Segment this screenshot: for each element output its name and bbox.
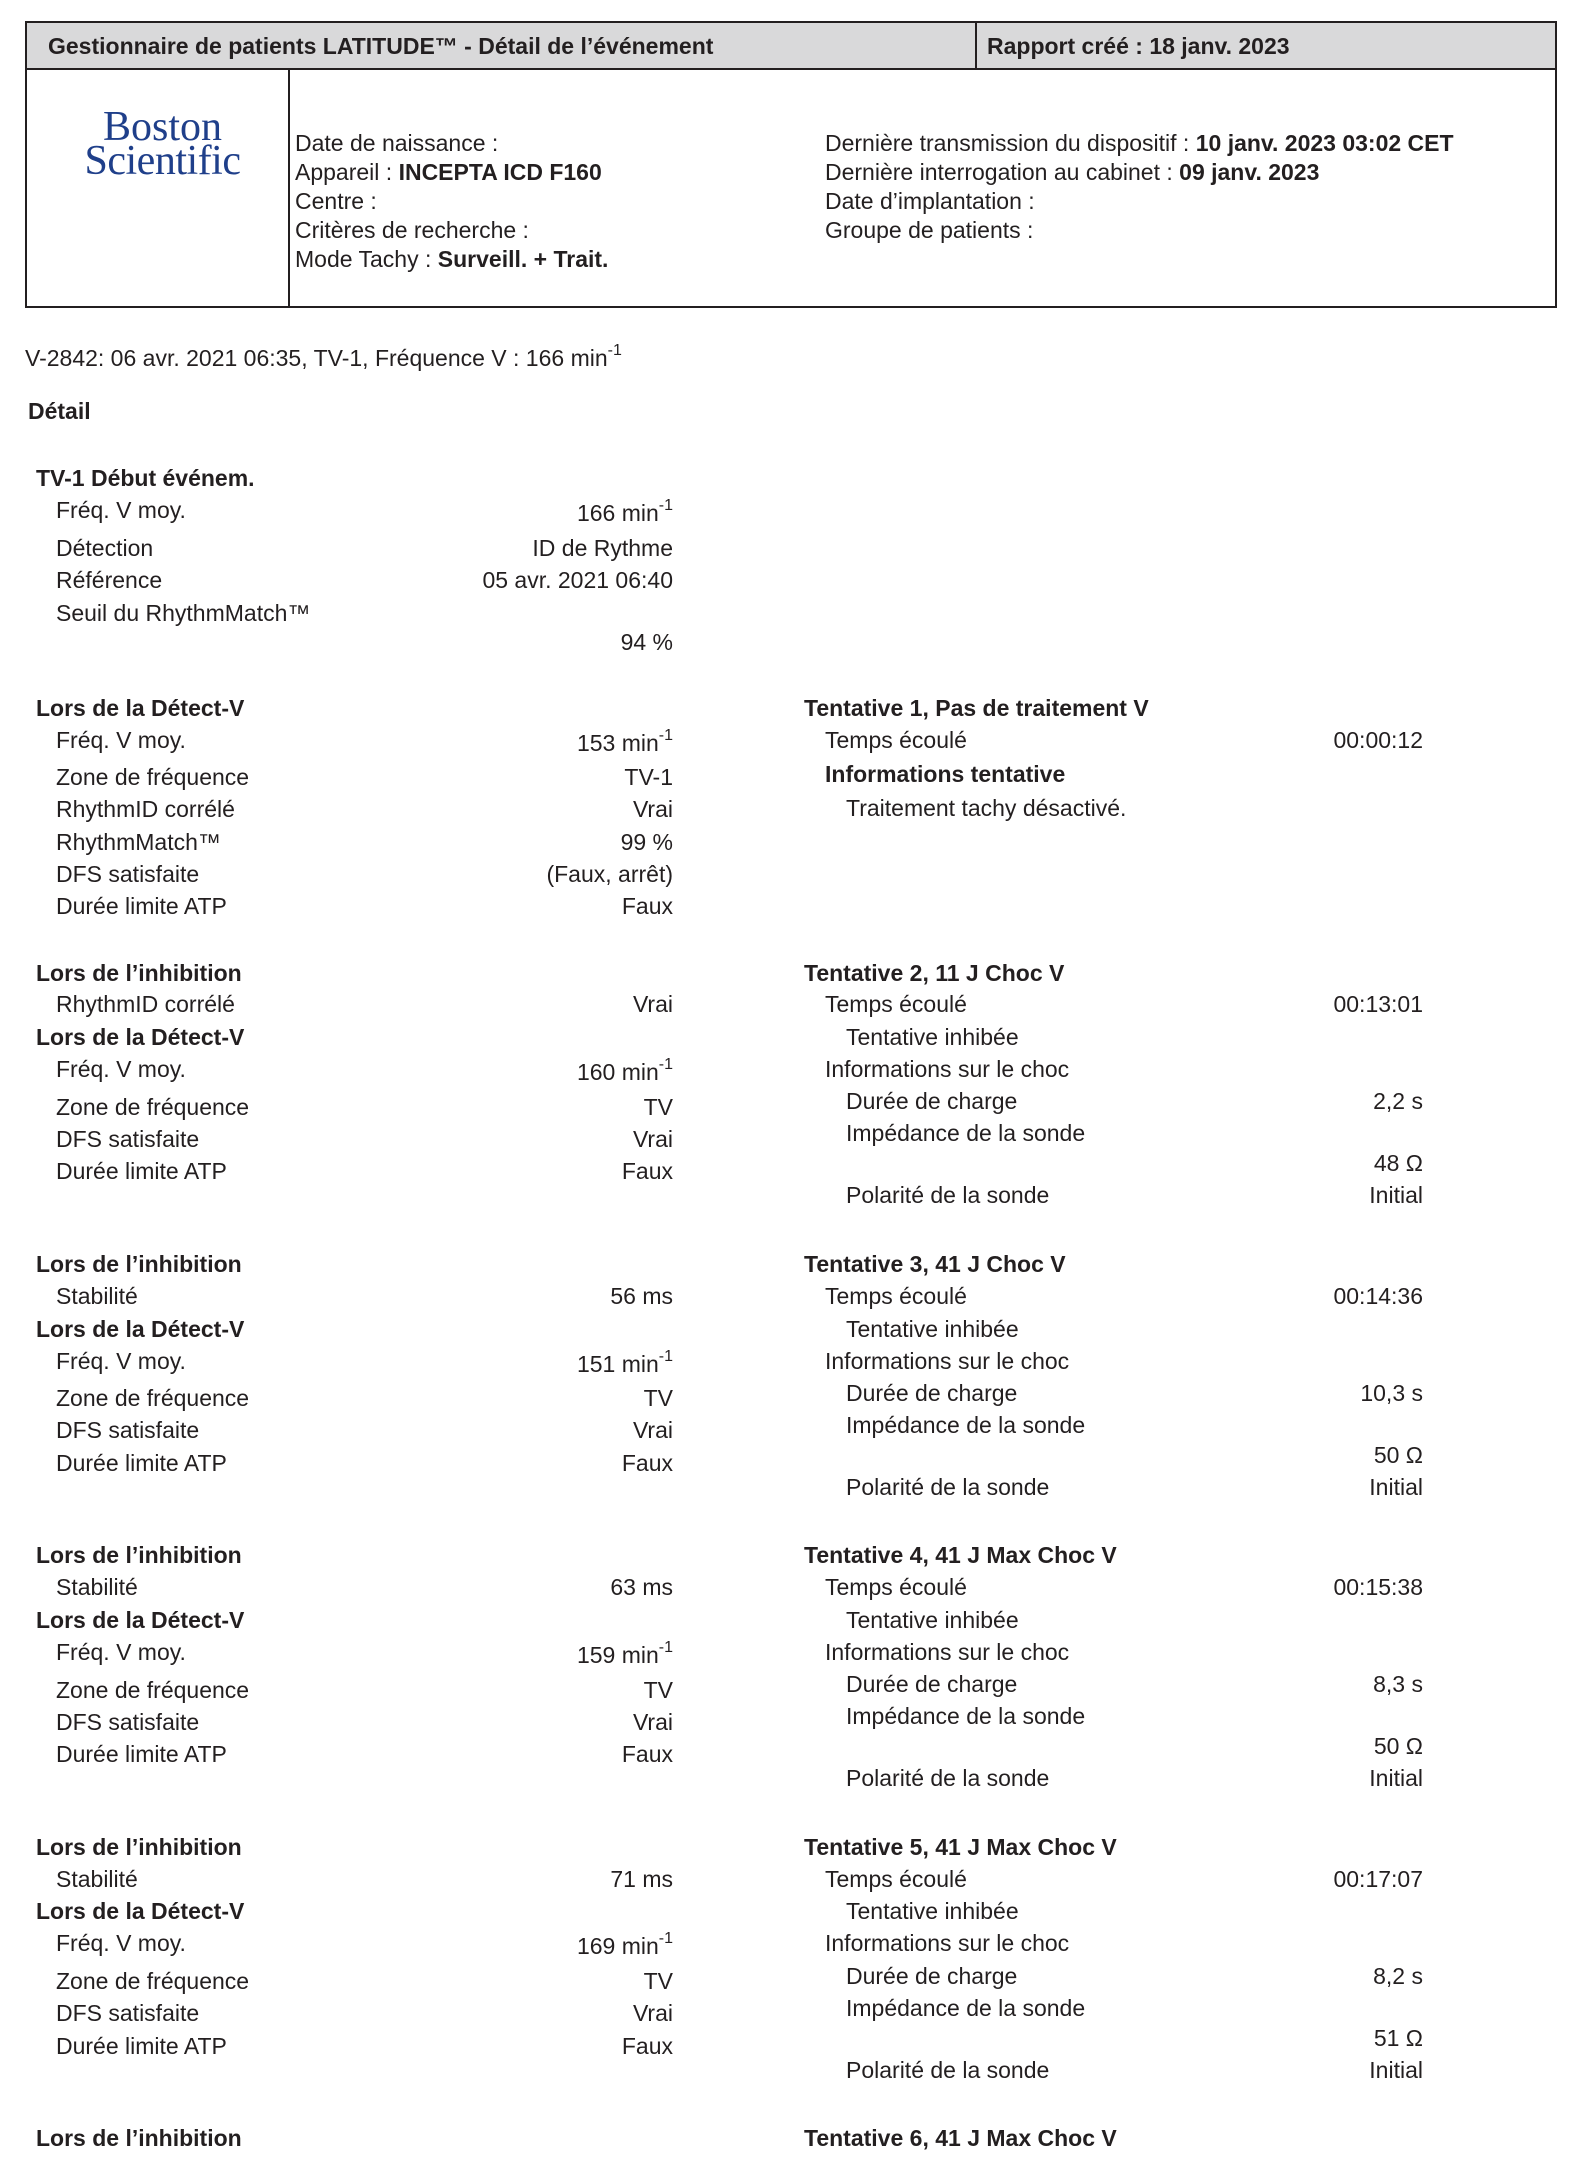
block5-zone-value: TV <box>643 1968 673 1994</box>
block3-zone-label: Zone de fréquence <box>56 1385 250 1411</box>
detect1-rid-value: Vrai <box>632 796 673 822</box>
tachy-mode-label: Mode Tachy : <box>295 246 432 272</box>
block3-freq-sup: -1 <box>658 1348 673 1366</box>
attempt4-imp-label: Impédance de la sonde <box>846 1703 1086 1729</box>
block4-zone-value: TV <box>643 1677 673 1703</box>
detect1-dfs-label: DFS satisfaite <box>56 861 200 887</box>
block2-rid-label: RhythmID corrélé <box>56 991 235 1017</box>
block2-zone-value: TV <box>643 1094 673 1120</box>
block2-atp-value: Faux <box>621 1158 673 1184</box>
block4-atp-value: Faux <box>621 1741 673 1767</box>
block4-dfs-value: Vrai <box>632 1709 673 1735</box>
attempt5-pol-label: Polarité de la sonde <box>846 2057 1050 2083</box>
attempt4-charge-value: 8,3 s <box>1373 1671 1423 1697</box>
attempt2-imp-label: Impédance de la sonde <box>846 1120 1086 1146</box>
attempt4-inhibited: Tentative inhibée <box>846 1607 1019 1633</box>
attempt5-charge-value: 8,2 s <box>1373 1963 1423 1989</box>
detect1-freq-value <box>576 727 673 757</box>
block4-zone-label: Zone de fréquence <box>56 1677 250 1703</box>
attempt3-shock-info: Informations sur le choc <box>825 1348 1070 1374</box>
detect1-rm-label: RhythmMatch™ <box>56 829 221 855</box>
detail-heading: Détail <box>28 398 91 424</box>
attempt4-pol-value: Initial <box>1369 1765 1423 1791</box>
block3-stab-value: 56 ms <box>610 1283 673 1309</box>
block4-freq-num: 159 min <box>576 1642 659 1668</box>
attempt1-info-heading: Informations tentative <box>825 761 1066 787</box>
block2-rid-value: Vrai <box>632 991 673 1017</box>
block2-atp-label: Durée limite ATP <box>56 1158 227 1184</box>
detect1-atp-value: Faux <box>621 893 673 919</box>
block2-freq-value <box>576 1056 673 1086</box>
attempt3-imp-value: 50 Ω <box>1373 1442 1423 1468</box>
attempt5-shock-info: Informations sur le choc <box>825 1930 1070 1956</box>
attempt3-imp-label: Impédance de la sonde <box>846 1412 1086 1438</box>
block5-dfs-label: DFS satisfaite <box>56 2000 200 2026</box>
block2-dfs-label: DFS satisfaite <box>56 1126 200 1152</box>
block2-freq-sup: -1 <box>658 1056 673 1074</box>
criteria-label: Critères de recherche : <box>295 217 529 243</box>
report-created-date: Rapport créé : 18 janv. 2023 <box>987 33 1290 59</box>
block5-freq-value <box>576 1930 673 1960</box>
last-interrogation-value: 09 janv. 2023 <box>1179 159 1320 185</box>
attempt3-elapsed-label: Temps écoulé <box>825 1283 967 1309</box>
block3-freq-value <box>576 1348 673 1378</box>
attempt2-charge-label: Durée de charge <box>846 1088 1018 1114</box>
attempt5-imp-value: 51 Ω <box>1373 2025 1423 2051</box>
header-title: Gestionnaire de patients LATITUDE™ - Détail de l’événement <box>48 33 714 59</box>
attempt3-pol-value: Initial <box>1369 1474 1423 1500</box>
onset-ref-value: 05 avr. 2021 06:40 <box>482 567 673 593</box>
block2-zone-label: Zone de fréquence <box>56 1094 250 1120</box>
detect1-rm-value: 99 % <box>620 829 673 855</box>
attempt5-imp-label: Impédance de la sonde <box>846 1995 1086 2021</box>
block2-inhibition-heading: Lors de l’inhibition <box>36 960 242 986</box>
onset-freq-sup: -1 <box>658 497 673 515</box>
detect1-dfs-value: (Faux, arrêt) <box>546 861 673 887</box>
attempt2-charge-value: 2,2 s <box>1373 1088 1423 1114</box>
block4-freq-sup: -1 <box>658 1639 673 1657</box>
attempt5-elapsed-value: 00:17:07 <box>1333 1866 1423 1892</box>
attempt3-elapsed-value: 00:14:36 <box>1333 1283 1423 1309</box>
onset-detection-label: Détection <box>56 535 154 561</box>
attempt2-pol-label: Polarité de la sonde <box>846 1182 1050 1208</box>
attempt4-charge-label: Durée de charge <box>846 1671 1018 1697</box>
attempt1-heading: Tentative 1, Pas de traitement V <box>804 695 1149 721</box>
block5-inhibition-heading: Lors de l’inhibition <box>36 1834 242 1860</box>
block3-freq-num: 151 min <box>576 1351 659 1377</box>
block5-detect-heading: Lors de la Détect-V <box>36 1898 245 1924</box>
attempt5-heading: Tentative 5, 41 J Max Choc V <box>804 1834 1117 1860</box>
attempt5-pol-value: Initial <box>1369 2057 1423 2083</box>
onset-threshold-label: Seuil du RhythmMatch™ <box>56 600 311 626</box>
block3-inhibition-heading: Lors de l’inhibition <box>36 1251 242 1277</box>
attempt3-charge-value: 10,3 s <box>1360 1380 1423 1406</box>
detect1-freq-label: Fréq. V moy. <box>56 727 186 753</box>
block4-inhibition-heading: Lors de l’inhibition <box>36 1542 242 1568</box>
onset-ref-label: Référence <box>56 567 163 593</box>
onset-freq-num: 166 min <box>576 500 659 526</box>
onset-threshold-value: 94 % <box>620 629 673 655</box>
logo-word-1: Boston <box>102 104 223 150</box>
attempt2-heading: Tentative 2, 11 J Choc V <box>804 960 1065 986</box>
attempt4-imp-value: 50 Ω <box>1373 1733 1423 1759</box>
attempt4-pol-label: Polarité de la sonde <box>846 1765 1050 1791</box>
patient-group-label: Groupe de patients : <box>825 217 1034 243</box>
event-title-text: V-2842: 06 avr. 2021 06:35, TV-1, Fréquence V : 166 min <box>25 345 608 371</box>
block3-detect-heading: Lors de la Détect-V <box>36 1316 245 1342</box>
last-interrogation-label: Dernière interrogation au cabinet : <box>825 159 1173 185</box>
block4-stab-label: Stabilité <box>56 1574 138 1600</box>
attempt3-charge-label: Durée de charge <box>846 1380 1018 1406</box>
block4-stab-value: 63 ms <box>610 1574 673 1600</box>
block5-stab-value: 71 ms <box>610 1866 673 1892</box>
last-transmission-label: Dernière transmission du dispositif : <box>825 130 1190 156</box>
block5-atp-label: Durée limite ATP <box>56 2033 227 2059</box>
block5-freq-label: Fréq. V moy. <box>56 1930 186 1956</box>
device-label: Appareil : <box>295 159 393 185</box>
attempt3-inhibited: Tentative inhibée <box>846 1316 1019 1342</box>
block5-freq-sup: -1 <box>658 1930 673 1948</box>
onset-freq-value <box>576 497 673 527</box>
patient-info-left <box>295 129 608 274</box>
attempt2-pol-value: Initial <box>1369 1182 1423 1208</box>
detect1-heading: Lors de la Détect-V <box>36 695 245 721</box>
attempt5-elapsed-label: Temps écoulé <box>825 1866 967 1892</box>
patient-info-right <box>825 129 1454 245</box>
last-transmission-value: 10 janv. 2023 03:02 CET <box>1195 130 1454 156</box>
center-label: Centre : <box>295 188 377 214</box>
block4-freq-value <box>576 1639 673 1669</box>
block3-zone-value: TV <box>643 1385 673 1411</box>
tachy-mode-value: Surveill. + Trait. <box>437 246 609 272</box>
block3-freq-label: Fréq. V moy. <box>56 1348 186 1374</box>
attempt3-heading: Tentative 3, 41 J Choc V <box>804 1251 1066 1277</box>
block4-dfs-label: DFS satisfaite <box>56 1709 200 1735</box>
boston-scientific-logo <box>55 104 270 184</box>
logo-divider <box>288 68 290 306</box>
block6-inhibition-heading: Lors de l’inhibition <box>36 2125 242 2151</box>
header-divider <box>975 23 977 68</box>
event-title-sup: -1 <box>607 342 622 360</box>
block2-freq-label: Fréq. V moy. <box>56 1056 186 1082</box>
attempt3-pol-label: Polarité de la sonde <box>846 1474 1050 1500</box>
block5-stab-label: Stabilité <box>56 1866 138 1892</box>
attempt5-inhibited: Tentative inhibée <box>846 1898 1019 1924</box>
attempt6-heading: Tentative 6, 41 J Max Choc V <box>804 2125 1117 2151</box>
block3-dfs-value: Vrai <box>632 1417 673 1443</box>
block5-dfs-value: Vrai <box>632 2000 673 2026</box>
block4-atp-label: Durée limite ATP <box>56 1741 227 1767</box>
detect1-atp-label: Durée limite ATP <box>56 893 227 919</box>
logo-word-2: Scientific <box>84 138 241 184</box>
dob-label: Date de naissance : <box>295 130 499 156</box>
block4-freq-label: Fréq. V moy. <box>56 1639 186 1665</box>
block5-zone-label: Zone de fréquence <box>56 1968 250 1994</box>
attempt4-elapsed-label: Temps écoulé <box>825 1574 967 1600</box>
attempt1-elapsed-label: Temps écoulé <box>825 727 967 753</box>
attempt1-info-text: Traitement tachy désactivé. <box>846 795 1127 821</box>
onset-freq-label: Fréq. V moy. <box>56 497 186 523</box>
block3-stab-label: Stabilité <box>56 1283 138 1309</box>
block2-detect-heading: Lors de la Détect-V <box>36 1024 245 1050</box>
attempt2-imp-value: 48 Ω <box>1373 1150 1423 1176</box>
device-value: INCEPTA ICD F160 <box>398 159 602 185</box>
attempt2-elapsed-label: Temps écoulé <box>825 991 967 1017</box>
attempt4-heading: Tentative 4, 41 J Max Choc V <box>804 1542 1117 1568</box>
attempt2-elapsed-value: 00:13:01 <box>1333 991 1423 1017</box>
onset-heading: TV-1 Début événem. <box>36 465 255 491</box>
onset-detection-value: ID de Rythme <box>532 535 673 561</box>
detect1-freq-sup: -1 <box>658 727 673 745</box>
attempt4-elapsed-value: 00:15:38 <box>1333 1574 1423 1600</box>
block4-detect-heading: Lors de la Détect-V <box>36 1607 245 1633</box>
attempt4-shock-info: Informations sur le choc <box>825 1639 1070 1665</box>
event-title <box>25 342 622 372</box>
block5-atp-value: Faux <box>621 2033 673 2059</box>
attempt2-inhibited: Tentative inhibée <box>846 1024 1019 1050</box>
attempt1-elapsed-value: 00:00:12 <box>1333 727 1423 753</box>
block3-atp-value: Faux <box>621 1450 673 1476</box>
block3-dfs-label: DFS satisfaite <box>56 1417 200 1443</box>
detect1-zone-label: Zone de fréquence <box>56 764 250 790</box>
block2-dfs-value: Vrai <box>632 1126 673 1152</box>
detect1-freq-num: 153 min <box>576 730 659 756</box>
implant-date-label: Date d’implantation : <box>825 188 1035 214</box>
block5-freq-num: 169 min <box>576 1933 659 1959</box>
attempt2-shock-info: Informations sur le choc <box>825 1056 1070 1082</box>
detect1-rid-label: RhythmID corrélé <box>56 796 235 822</box>
detect1-zone-value: TV-1 <box>624 764 673 790</box>
block3-atp-label: Durée limite ATP <box>56 1450 227 1476</box>
attempt5-charge-label: Durée de charge <box>846 1963 1018 1989</box>
block2-freq-num: 160 min <box>576 1059 659 1085</box>
